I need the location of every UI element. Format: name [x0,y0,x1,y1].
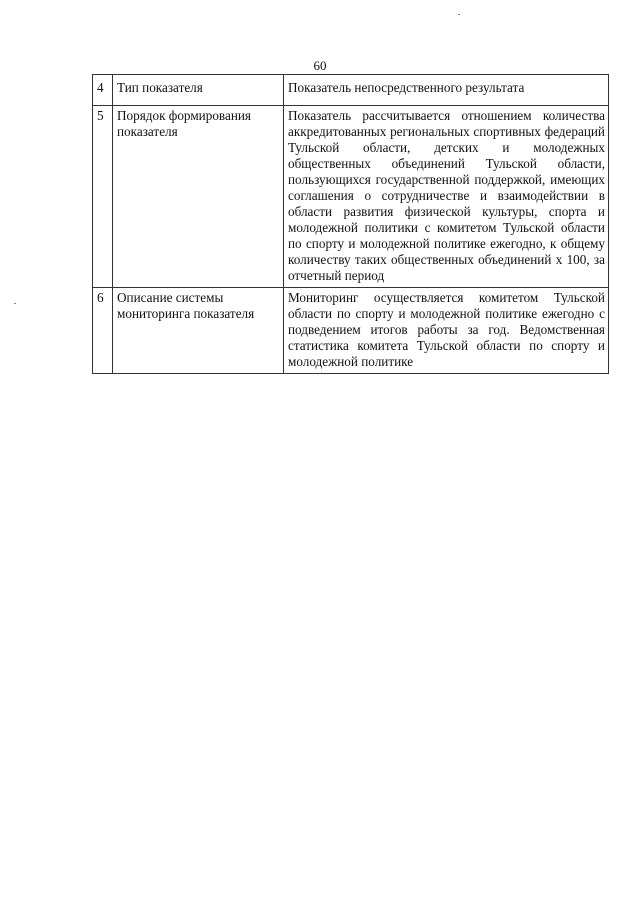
indicator-table [92,74,609,374]
table-row [93,288,609,374]
row-name: Описание системы мониторинга показателя [113,288,284,374]
table-row [93,106,609,288]
row-value: Показатель рассчитывается отношением количества аккредитованных региональных спортивных федераций Тульской области, детских и молодежных общественных объединений Тульской области, пользующихся государственной поддержкой, имеющих соглашения о сотрудничестве и взаимодействии в области развития физической культуры, спорта и молодежной политики с комитетом Тульской области по спорту и молодежной политике ежегодно, к общему количеству таких общественных объединений х 100, за отчетный период [284,106,609,288]
scan-speck [14,303,16,304]
page-number: 60 [313,58,327,73]
row-value: Показатель непосредственного результата [284,75,609,106]
row-number: 5 [93,106,113,288]
row-number: 4 [93,75,113,106]
row-value: Мониторинг осуществляется комитетом Тульской области по спорту и молодежной политике ежегодно с подведением итогов работы за год. Ведомственная статистика комитета Тульской области по спорту и молодежной политике [284,288,609,374]
row-name: Порядок формирования показателя [113,106,284,288]
row-number: 6 [93,288,113,374]
row-name: Тип показателя [113,75,284,106]
scan-speck [458,14,460,15]
table-row [93,75,609,106]
